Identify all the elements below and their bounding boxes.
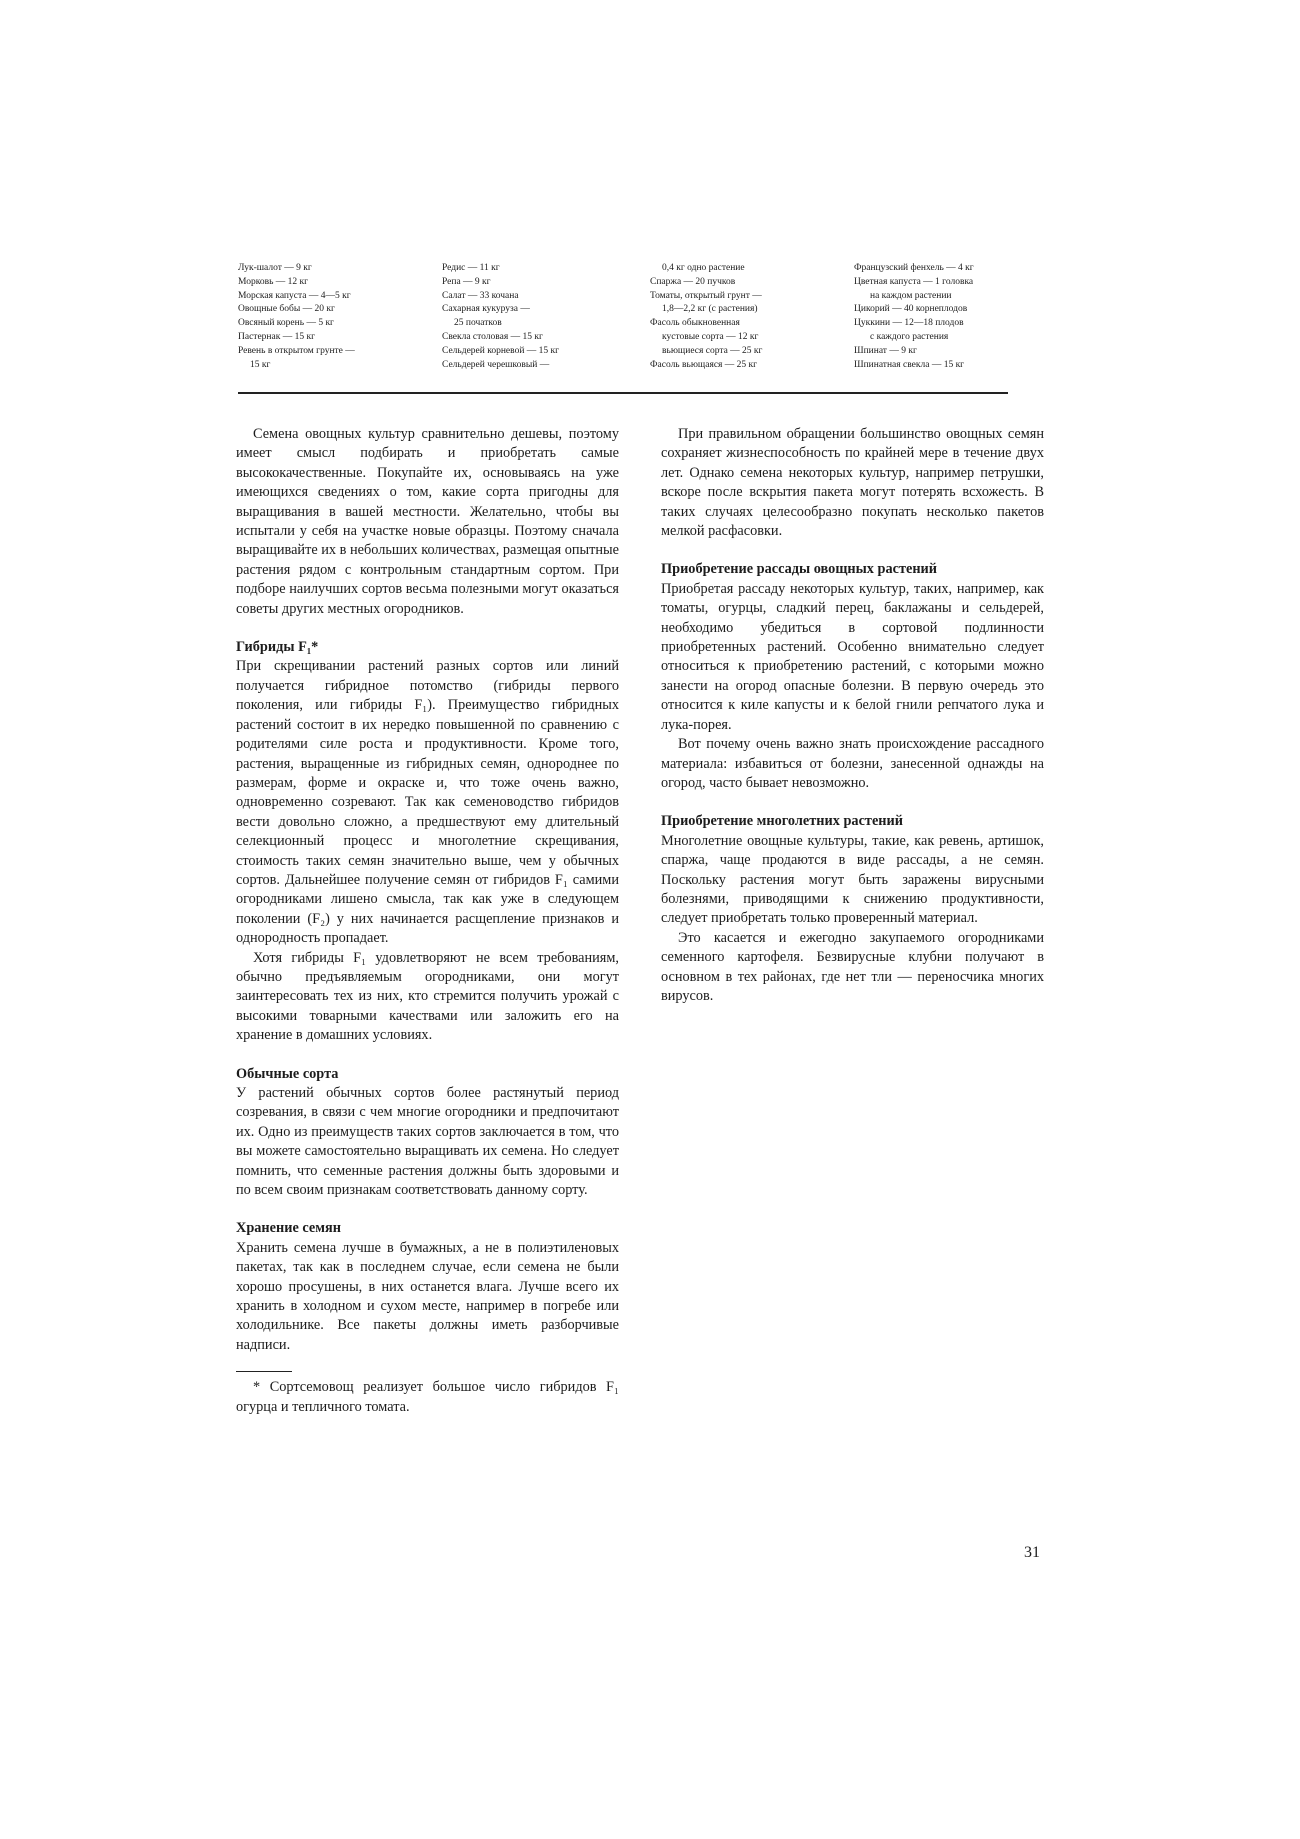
paragraph-buying-perennials-2: Это касается и ежегодно закупаемого огородниками семенного картофеля. Безвирусные клубни получают в основном в тех районах, где нет тли — переносчика многих вирусов.: [661, 929, 1044, 1004]
table-line: Цветная капуста — 1 головка: [854, 276, 974, 287]
heading-hybrids: Гибриды F₁*: [236, 639, 319, 656]
paragraph-hybrids: При скрещивании растений разных сортов или линий получается гибридное потомство (гибриды первого поколения, или гибриды F₁). Преимущество гибридных растений состоит в их нередко повышенной по сравнению с родителями силе роста и продуктивности. Кроме того, растения, выращенные из гибридных семян, однороднее по размерам, форме и окраске и, что тоже очень важно, одновременно созревают. Так как семеноводство гибридов вести довольно сложно, а предшествуют ему длительный селекционный процесс и многолетние скрещивания, стоимость таких семян значительно выше, чем у обычных сортов. Дальнейшее получение семян от гибридов F₁ самими огородниками лишено смысла, так как уже в следующем поколении (F₂) у них начинается расщепление признаков и однородность пропадает.: [236, 658, 619, 947]
table-line: Шпинатная свекла — 15 кг: [854, 359, 965, 370]
table-line: Французский фенхель — 4 кг: [854, 263, 974, 273]
paragraph-hybrids-2: Хотя гибриды F₁ удовлетворяют не всем требованиям, обычно предъявляемым огородниками, они могут заинтересовать тех из них, кто стремится получить урожай с высокими товарными качествами или заложить его на хранение в домашних условиях.: [236, 949, 619, 1044]
table-line: Фасоль вьющаяся — 25 кг: [650, 359, 758, 370]
table-line: вьющиеся сорта — 25 кг: [662, 345, 763, 356]
spacer: [661, 541, 1044, 560]
left-column: [236, 425, 619, 1417]
table-line: Репа — 9 кг: [442, 276, 491, 287]
heading-seed-storage: Хранение семян: [236, 1220, 341, 1237]
table-line: Морковь — 12 кг: [238, 276, 309, 287]
table-line: Фасоль обыкновенная: [650, 318, 740, 329]
table-bottom-rule: [238, 392, 1008, 394]
heading-ordinary-varieties: Обычные сорта: [236, 1065, 339, 1082]
table-line: 15 кг: [250, 359, 271, 370]
table-line: Овсяный корень — 5 кг: [238, 318, 334, 329]
paragraph-ordinary-varieties: У растений обычных сортов более растянутый период созревания, в связи с чем многие огородники и предпочитают их. Одно из преимуществ таких сортов заключается в том, что вы можете самостоятельно выращивать их семена. Но следует помнить, что семенные растения должны быть здоровыми и по всем своим признакам соответствовать данному сорту.: [236, 1085, 619, 1199]
footnote: * Сортсемовощ реализует большое число гибридов F₁ огурца и тепличного томата.: [236, 1379, 619, 1415]
table-line: Морская капуста — 4—5 кг: [238, 290, 351, 301]
footnote-rule: [236, 1371, 292, 1372]
table-line: кустовые сорта — 12 кг: [662, 331, 759, 342]
paragraph-seed-storage: Хранить семена лучше в бумажных, а не в полиэтиленовых пакетах, так как в последнем случае, если семена не были хорошо просушены, в них останется влага. Лучше всего их хранить в холодном и сухом месте, например в погребе или холодильнике. Все пакеты должны иметь разборчивые надписи.: [236, 1239, 619, 1353]
table-line: Спаржа — 20 пучков: [650, 276, 736, 287]
spacer: [236, 1046, 619, 1065]
paragraph-buying-seedlings: Приобретая рассаду некоторых культур, таких, например, как томаты, огурцы, сладкий перец, баклажаны и сельдерей, необходимо убедиться в сортовой подлинности приобретенных растений. Особенно внимательно следует относиться к приобретению растений, с которыми можно занести на огород опасные болезни. В первую очередь это относится к киле капусты и к белой гнили репчатого лука и лука-порея.: [661, 580, 1044, 733]
paragraph-buying-seedlings-2: Вот почему очень важно знать происхождение рассадного материала: избавиться от болезни, занесенной однажды на огород, часто бывает невозможно.: [661, 736, 1044, 791]
table-line: с каждого растения: [870, 331, 949, 342]
table-line: на каждом растении: [870, 290, 952, 301]
table-line: Цуккини — 12—18 плодов: [854, 318, 964, 329]
table-line: 1,8—2,2 кг (с растения): [662, 304, 758, 315]
heading-buying-seedlings: Приобретение рассады овощных растений: [661, 561, 938, 578]
table-line: Салат — 33 кочана: [442, 290, 519, 301]
page-number: 31: [1024, 1544, 1040, 1561]
table-line: Цикорий — 40 корнеплодов: [854, 304, 968, 315]
spacer: [236, 1200, 619, 1219]
paragraph-seed-viability: При правильном обращении большинство овощных семян сохраняет жизнеспособность по крайней мере в течение двух лет. Однако семена некоторых культур, например петрушки, вскоре после вскрытия пакета могут потерять всхожесть. В таких случаях целесообразно покупать несколько пакетов мелкой расфасовки.: [661, 426, 1044, 540]
table-line: 25 початков: [454, 318, 502, 329]
yield-table-column-4: [854, 262, 1018, 392]
table-line: Овощные бобы — 20 кг: [238, 304, 335, 315]
table-line: Пастернак — 15 кг: [238, 331, 315, 342]
table-line: Сельдерей корневой — 15 кг: [442, 345, 560, 356]
paragraph-buying-perennials: Многолетние овощные культуры, такие, как ревень, артишок, спаржа, чаще продаются в виде рассады, а не семян. Поскольку растения могут быть заражены вирусными болезнями, приводящими к снижению продуктивности, следует приобретать только проверенный материал.: [661, 832, 1044, 927]
yield-table-column-1: [238, 262, 442, 392]
table-line: Томаты, открытый грунт —: [650, 290, 762, 301]
table-line: Шпинат — 9 кг: [854, 345, 917, 356]
right-column: [661, 425, 1044, 1006]
table-line: Свекла столовая — 15 кг: [442, 331, 543, 342]
spacer: [661, 793, 1044, 812]
paragraph-seed-selection: Семена овощных культур сравнительно дешевы, поэтому имеет смысл подбирать и приобретать самые высококачественные. Покупайте их, основываясь на уже имеющихся сведениях о том, какие сорта пригодны для выращивания в вашей местности. Желательно, чтобы вы испытали у себя на участке новые образцы. Поэтому сначала выращивайте их в небольших количествах, размещая опытные растения рядом с контрольным стандартным сортом. При подборе наилучших сортов весьма полезными могут оказаться советы других местных огородников.: [236, 426, 619, 617]
spacer: [236, 619, 619, 638]
yield-table-column-2: [442, 262, 650, 392]
table-line: Ревень в открытом грунте —: [238, 345, 355, 356]
table-line: Сельдерей черешковый —: [442, 359, 550, 370]
table-line: Сахарная кукуруза —: [442, 304, 530, 315]
table-line: 0,4 кг одно растение: [662, 263, 745, 273]
table-line: Лук-шалот — 9 кг: [238, 263, 312, 273]
heading-buying-perennials: Приобретение многолетних растений: [661, 813, 903, 830]
yield-table: [238, 262, 1018, 392]
table-line: Редис — 11 кг: [442, 263, 500, 273]
yield-table-column-3: [650, 262, 854, 392]
